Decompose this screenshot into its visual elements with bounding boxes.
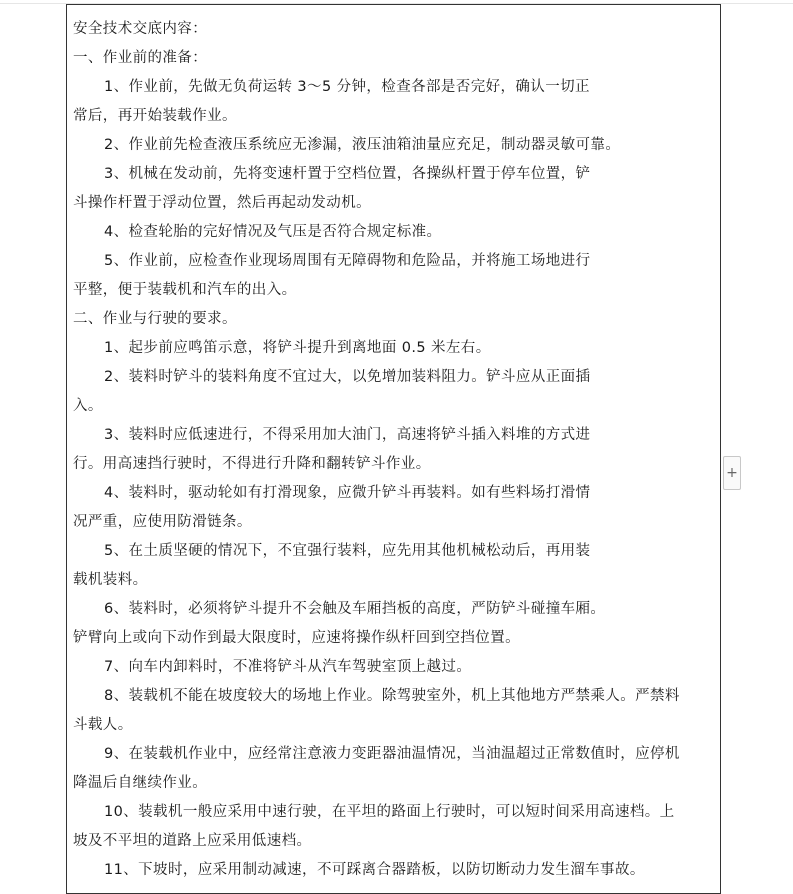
item-2-line-1: 2、作业前先检查液压系统应无渗漏，液压油箱油量应充足，制动器灵敏可靠。 xyxy=(104,137,621,153)
op-item-4-line-2: 况严重，应使用防滑链条。 xyxy=(73,514,252,530)
op-item-7-line-1: 7、向车内卸料时，不准将铲斗从汽车驾驶室顶上越过。 xyxy=(104,659,472,675)
op-item-6-line-2: 铲臂向上或向下动作到最大限度时，应速将操作纵杆回到空挡位置。 xyxy=(73,630,520,646)
op-item-4-line-1: 4、装料时，驱动轮如有打滑现象，应微升铲斗再装料。如有些料场打滑情 xyxy=(104,485,591,501)
item-3-line-2: 斗操作杆置于浮动位置，然后再起动发动机。 xyxy=(73,195,371,211)
document-table-cell xyxy=(66,4,721,894)
section-title: 安全技术交底内容： xyxy=(73,21,208,37)
plus-icon: + xyxy=(726,465,738,481)
safety-briefing-content xyxy=(73,15,718,885)
item-4-line-1: 4、检查轮胎的完好情况及气压是否符合规定标准。 xyxy=(104,224,442,240)
heading-preparation: 一、作业前的准备： xyxy=(73,50,208,66)
op-item-8-line-1: 8、装载机不能在坡度较大的场地上作业。除驾驶室外，机上其他地方严禁乘人。严禁料 xyxy=(104,688,680,704)
op-item-3-line-1: 3、装料时应低速进行，不得采用加大油门，高速将铲斗插入料堆的方式进 xyxy=(104,427,591,443)
op-item-9-line-2: 降温后自继续作业。 xyxy=(73,775,208,791)
heading-operation: 二、作业与行驶的要求。 xyxy=(73,311,237,327)
op-item-5-line-2: 载机装料。 xyxy=(73,572,148,588)
op-item-9-line-1: 9、在装载机作业中，应经常注意液力变距器油温情况，当油温超过正常数值时，应停机 xyxy=(104,746,680,762)
op-item-8-line-2: 斗载人。 xyxy=(73,717,133,733)
item-1-line-2: 常后，再开始装载作业。 xyxy=(73,108,237,124)
op-item-11-line-1: 11、下坡时，应采用制动减速，不可踩离合器踏板，以防切断动力发生溜车事故。 xyxy=(104,862,645,878)
item-5-line-2: 平整，便于装载机和汽车的出入。 xyxy=(73,282,297,298)
item-5-line-1: 5、作业前，应检查作业现场周围有无障碍物和危险品，并将施工场地进行 xyxy=(104,253,591,269)
op-item-3-line-2: 行。用高速挡行驶时，不得进行升降和翻转铲斗作业。 xyxy=(73,456,431,472)
add-row-button[interactable] xyxy=(723,456,741,490)
op-item-5-line-1: 5、在土质坚硬的情况下，不宜强行装料，应先用其他机械松动后，再用装 xyxy=(104,543,591,559)
op-item-2-line-2: 入。 xyxy=(73,398,103,414)
item-3-line-1: 3、机械在发动前，先将变速杆置于空档位置，各操纵杆置于停车位置，铲 xyxy=(104,166,591,182)
item-1-line-1: 1、作业前，先做无负荷运转 3～5 分钟，检查各部是否完好，确认一切正 xyxy=(104,79,590,95)
op-item-10-line-1: 10、装载机一般应采用中速行驶，在平坦的路面上行驶时，可以短时间采用高速档。上 xyxy=(104,804,675,820)
op-item-2-line-1: 2、装料时铲斗的装料角度不宜过大，以免增加装料阻力。铲斗应从正面插 xyxy=(104,369,591,385)
op-item-1-line-1: 1、起步前应鸣笛示意，将铲斗提升到离地面 0.5 米左右。 xyxy=(104,340,491,356)
op-item-6-line-1: 6、装料时，必须将铲斗提升不会触及车厢挡板的高度，严防铲斗碰撞车厢。 xyxy=(104,601,606,617)
op-item-10-line-2: 坡及不平坦的道路上应采用低速档。 xyxy=(73,833,312,849)
